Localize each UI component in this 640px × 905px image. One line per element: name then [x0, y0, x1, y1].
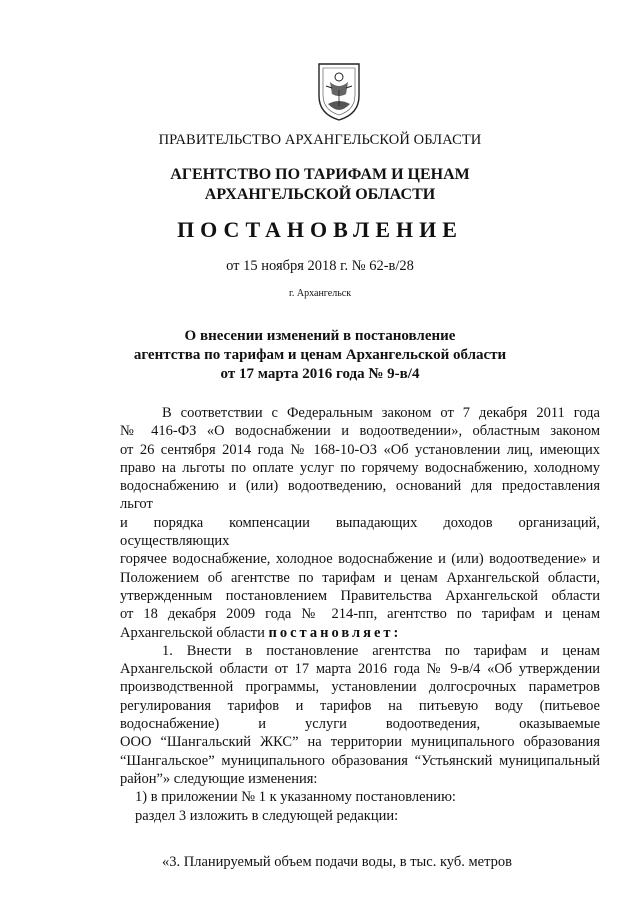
preamble-line: от 18 декабря 2009 года № 214-пп, агентство по тарифам и ценам — [120, 606, 600, 623]
clause-1-paragraph — [120, 642, 600, 788]
document-title — [0, 327, 640, 384]
clause-1-line: Архангельской области от 17 марта 2016 года № 9-в/4 «Об утверждении — [120, 661, 600, 678]
government-name: ПРАВИТЕЛЬСТВО АРХАНГЕЛЬСКОЙ ОБЛАСТИ — [158, 132, 482, 148]
clause-1-line: регулирования тарифов и тарифов на питьевую воду (питьевое — [120, 697, 600, 714]
preamble-paragraph — [120, 404, 600, 642]
title-line-1: О внесении изменений в постановление — [184, 328, 456, 344]
agency-name-line-2: АРХАНГЕЛЬСКОЙ ОБЛАСТИ — [204, 186, 436, 203]
preamble-line: от 26 сентября 2014 года № 168-10-ОЗ «Об установлении лиц, имеющих — [120, 441, 600, 458]
document-type: ПОСТАНОВЛЕНИЕ — [177, 217, 463, 242]
clause-1-line: “Шангальское” муниципального образования “Устьянский муниципальный — [120, 752, 600, 769]
agency-name — [0, 165, 640, 205]
section-item: раздел 3 изложить в следующей редакции: — [135, 807, 399, 824]
clause-1-line: район”» следующие изменения: — [120, 770, 318, 787]
preamble-line: утвержденным постановлением Правительства Архангельской области — [120, 587, 600, 604]
agency-name-line-1: АГЕНТСТВО ПО ТАРИФАМ И ЦЕНАМ — [170, 166, 470, 183]
preamble-line: право на льготы по оплате услуг по горячему водоснабжению, холодному — [120, 459, 600, 476]
preamble-line: № 416-ФЗ «О водоснабжении и водоотведении», областным законом — [120, 423, 600, 440]
clause-1-line: ООО “Шангальский ЖКС” на территории муниципального образования — [120, 734, 600, 751]
document-city: г. Архангельск — [288, 288, 352, 299]
annex-item: 1) в приложении № 1 к указанному постановлению: — [135, 789, 456, 806]
document-body — [120, 404, 600, 871]
clause-1-line: 1. Внести в постановление агентства по тарифам и ценам — [162, 642, 600, 659]
coat-of-arms-emblem — [316, 60, 362, 122]
title-line-2: агентства по тарифам и ценам Архангельской области — [133, 347, 507, 363]
document-number: от 15 ноября 2018 г. № 62-в/28 — [226, 258, 414, 274]
resolves-keyword: постановляет: — [268, 624, 402, 641]
clause-1-line: производственной программы, установлении долгосрочных параметров — [120, 679, 600, 696]
preamble-line: горячее водоснабжение, холодное водоснабжение и (или) водоотведение» и — [120, 551, 600, 568]
clause-1-line: водоснабжение) и услуги водоотведения, оказываемые — [120, 716, 600, 733]
quoted-section-heading: «3. Планируемый объем подачи воды, в тыс. куб. метров — [162, 853, 512, 870]
preamble-line: водоснабжению и (или) водоотведению, оснований для предоставления льгот — [120, 478, 600, 513]
preamble-line-prefix: Архангельской области — [120, 624, 269, 641]
preamble-line: и порядка компенсации выпадающих доходов организаций, осуществляющих — [120, 514, 600, 550]
preamble-line: В соответствии с Федеральным законом от 7 декабря 2011 года — [162, 405, 600, 421]
preamble-last-line — [120, 624, 600, 642]
preamble-line: Положением об агентстве по тарифам и ценам Архангельской области, — [120, 569, 600, 586]
title-line-3: от 17 марта 2016 года № 9-в/4 — [220, 366, 420, 382]
